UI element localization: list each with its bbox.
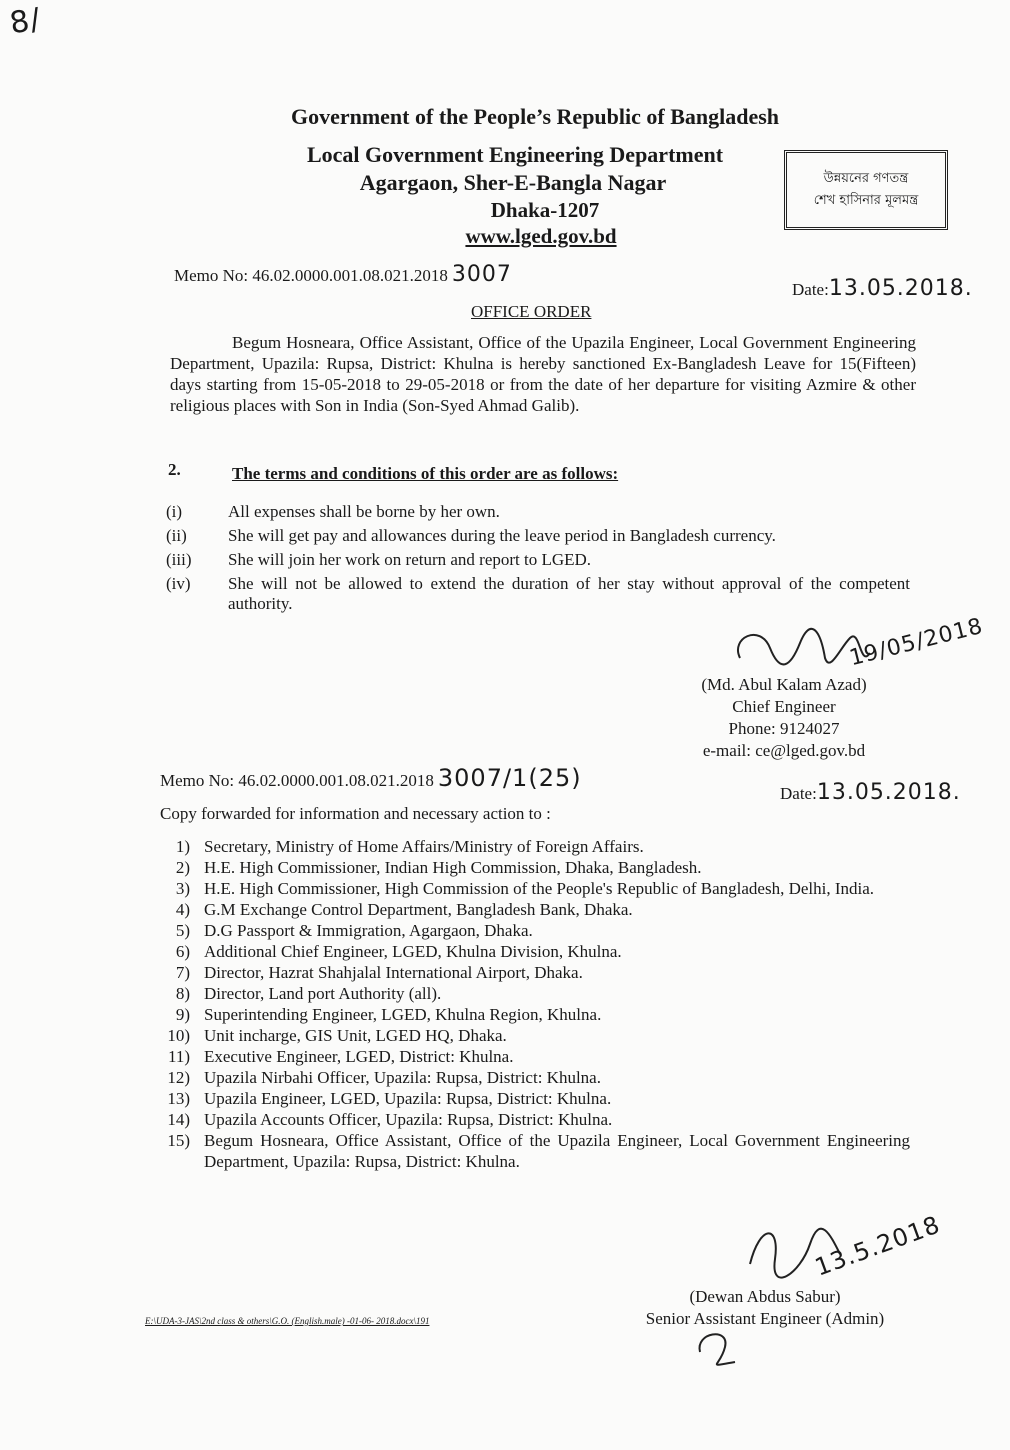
list-item-number: 7): [175, 963, 190, 982]
memo-label-2: Memo No: 46.02.0000.001.08.021.2018: [160, 771, 434, 790]
list-item-number: 11): [167, 1047, 190, 1066]
signatory-2: [610, 1286, 920, 1330]
list-item-number: 12): [167, 1068, 190, 1087]
header-department: Local Government Engineering Department: [306, 142, 724, 167]
list-item: [160, 1088, 910, 1109]
list-item: [160, 920, 910, 941]
list-item-number: 8): [175, 984, 190, 1003]
header-website[interactable]: www.lged.gov.bd: [465, 224, 617, 248]
memo-number-2: [160, 764, 582, 792]
list-item-number: 1): [175, 837, 190, 856]
list-item: [160, 878, 910, 899]
terms-number: 2.: [168, 460, 181, 479]
date-label-2: Date:: [780, 784, 817, 803]
list-item-text: Additional Chief Engineer, LGED, Khulna Division, Khulna.: [204, 942, 622, 961]
file-path: E:\UDA-3-JAS\2nd class & others\G.O. (English.male) -01-06- 2018.docx\191: [145, 1316, 430, 1326]
signatory-2-designation: Senior Assistant Engineer (Admin): [645, 1309, 885, 1328]
header-city: Dhaka-1207: [490, 198, 600, 222]
list-item-text: D.G Passport & Immigration, Agargaon, Dhaka.: [204, 921, 533, 940]
recipient-list: [160, 836, 910, 1172]
list-item-text: H.E. High Commissioner, Indian High Commission, Dhaka, Bangladesh.: [204, 858, 702, 877]
list-item: [160, 1109, 910, 1130]
list-item-text: Executive Engineer, LGED, District: Khulna.: [204, 1047, 514, 1066]
term-item: [166, 550, 910, 570]
margin-mark: 8/: [7, 1, 45, 42]
term-text: All expenses shall be borne by her own.: [228, 502, 500, 521]
list-item: [160, 836, 910, 857]
list-item-text: Upazila Nirbahi Officer, Upazila: Rupsa, District: Khulna.: [204, 1068, 601, 1087]
term-text: She will not be allowed to extend the duration of her stay without approval of the competent authority.: [228, 574, 910, 613]
list-item-number: 9): [175, 1005, 190, 1024]
list-item-number: 5): [175, 921, 190, 940]
copy-forwarded-line: Copy forwarded for information and necessary action to :: [160, 804, 551, 823]
list-item-text: Director, Hazrat Shahjalal International Airport, Dhaka.: [204, 963, 583, 982]
initials-mark: [690, 1322, 750, 1372]
list-item-text: Secretary, Ministry of Home Affairs/Ministry of Foreign Affairs.: [204, 837, 644, 856]
list-item: [160, 857, 910, 878]
term-item: [166, 526, 910, 546]
signatory-1-phone: Phone: 9124027: [728, 719, 840, 738]
list-item-text: Unit incharge, GIS Unit, LGED HQ, Dhaka.: [204, 1026, 507, 1045]
list-item-number: 3): [175, 879, 190, 898]
slogan-box: [784, 150, 948, 230]
list-item-number: 6): [175, 942, 190, 961]
date-value-1: 13.05.2018.: [828, 276, 973, 301]
signatory-1-name: (Md. Abul Kalam Azad): [701, 675, 867, 694]
term-label: (iv): [166, 574, 191, 593]
list-item-text: Upazila Engineer, LGED, Upazila: Rupsa, District: Khulna.: [204, 1089, 612, 1108]
list-item-number: 10): [167, 1026, 190, 1045]
signatory-2-name: (Dewan Abdus Sabur): [689, 1287, 841, 1306]
memo-date-1: [792, 276, 973, 301]
date-label-1: Date:: [792, 280, 829, 299]
signatory-1-email: e-mail: ce@lged.gov.bd: [702, 741, 866, 760]
list-item: [160, 1025, 910, 1046]
term-label: (iii): [166, 550, 192, 569]
signature-date-1: 19/05/2018: [847, 613, 986, 672]
list-item: [160, 941, 910, 962]
list-item: [160, 1046, 910, 1067]
signatory-1: [684, 674, 884, 762]
office-order-title: OFFICE ORDER: [471, 302, 592, 321]
list-item-number: 13): [167, 1089, 190, 1108]
signatory-1-designation: Chief Engineer: [732, 697, 836, 716]
list-item-number: 2): [175, 858, 190, 877]
list-item-number: 4): [175, 900, 190, 919]
memo-number-1: [174, 262, 512, 287]
term-text: She will join her work on return and report to LGED.: [228, 550, 592, 569]
list-item-number: 15): [167, 1131, 190, 1150]
term-label: (i): [166, 502, 183, 521]
list-item-text: Upazila Accounts Officer, Upazila: Rupsa, District: Khulna.: [204, 1110, 613, 1129]
term-text: She will get pay and allowances during the leave period in Bangladesh currency.: [228, 526, 776, 545]
memo-handwritten-number-2: 3007/1(25): [437, 764, 582, 792]
slogan-line-2: শেখ হাসিনার মূলমন্ত্র: [813, 193, 919, 208]
date-value-2: 13.05.2018.: [816, 780, 961, 805]
list-item-text: G.M Exchange Control Department, Bangladesh Bank, Dhaka.: [204, 900, 633, 919]
term-label: (ii): [166, 526, 187, 545]
slogan-line-1: উন্নয়নের গণতন্ত্র: [823, 171, 909, 186]
list-item: [160, 983, 910, 1004]
list-item: [160, 899, 910, 920]
term-item: [166, 502, 910, 522]
list-item-number: 14): [167, 1110, 190, 1129]
list-item-text: H.E. High Commissioner, High Commission of the People's Republic of Bangladesh, Delhi, India.: [204, 879, 875, 898]
header-government: Government of the People’s Republic of Bangladesh: [290, 104, 780, 129]
memo-handwritten-number-1: 3007: [451, 262, 512, 287]
list-item-text: Director, Land port Authority (all).: [204, 984, 442, 1003]
list-item-text: Superintending Engineer, LGED, Khulna Region, Khulna.: [204, 1005, 602, 1024]
terms-heading: The terms and conditions of this order are as follows:: [232, 464, 619, 483]
term-item: [166, 574, 910, 614]
list-item: [160, 962, 910, 983]
order-paragraph: Begum Hosneara, Office Assistant, Office of the Upazila Engineer, Local Government Engineering Department, Upazila: Rupsa, District: Khulna is hereby sanctioned Ex-Bangladesh Leave for 15(Fifteen) days starting from 15-05-2018 to 29-05-2018 or from the date of her departure for visiting Azmire & other religious places with Son in India (Son-Syed Ahmad Galib).: [170, 333, 916, 415]
header-address: Agargaon, Sher-E-Bangla Nagar: [359, 170, 667, 195]
memo-date-2: [780, 780, 961, 805]
list-item: [160, 1067, 910, 1088]
list-item: [160, 1004, 910, 1025]
list-item-text: Begum Hosneara, Office Assistant, Office of the Upazila Engineer, Local Government Engineering Department, Upazila: Rupsa, District: Khulna.: [204, 1131, 910, 1171]
list-item: [160, 1130, 910, 1172]
memo-label-1: Memo No: 46.02.0000.001.08.021.2018: [174, 266, 448, 285]
signature-date-2: 13.5.2018: [811, 1210, 944, 1282]
